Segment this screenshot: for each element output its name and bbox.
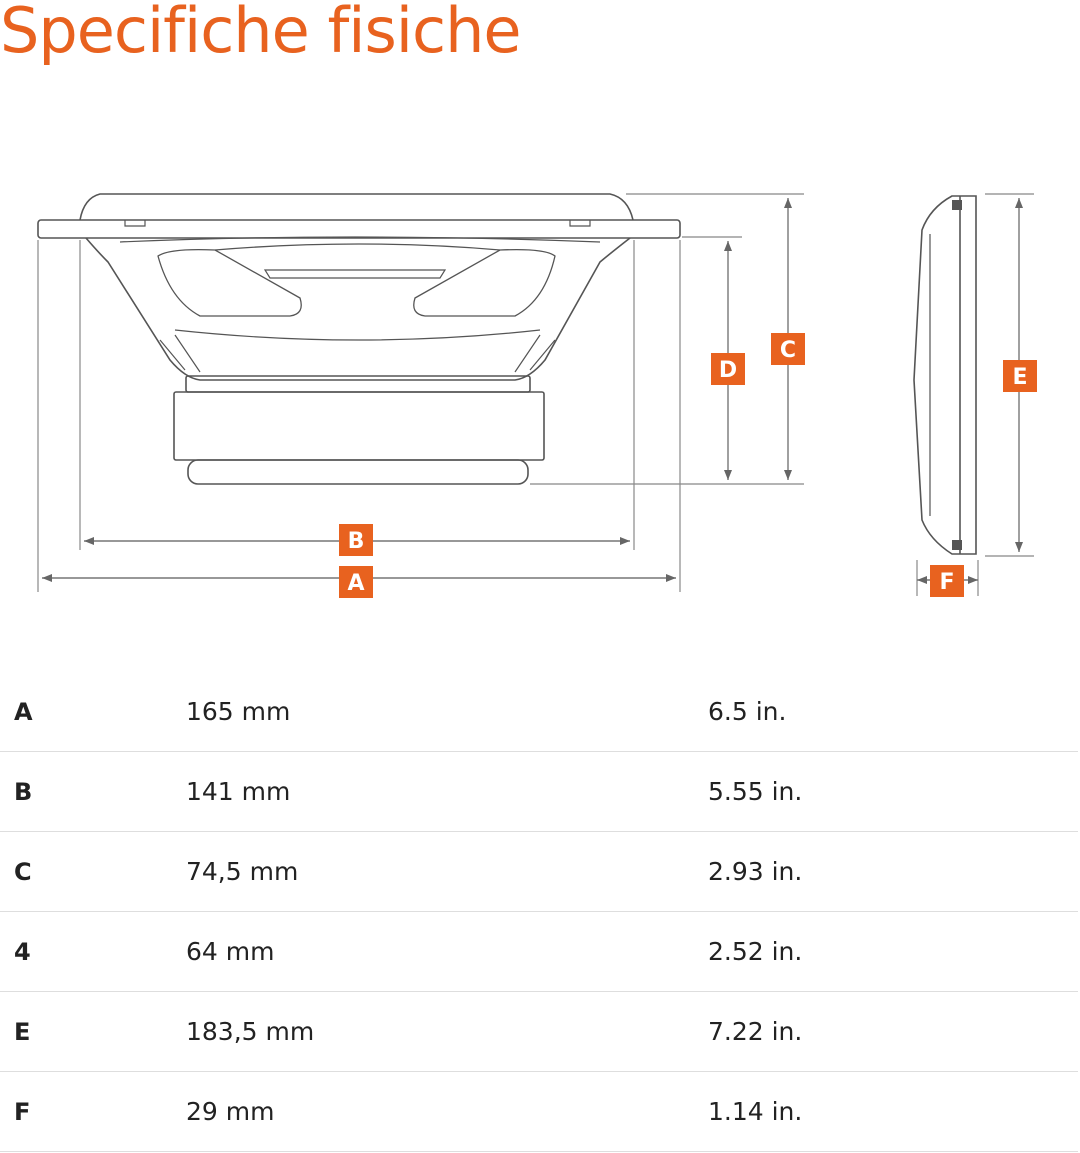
svg-text:C: C xyxy=(779,338,797,363)
spec-mm: 29 mm xyxy=(186,1072,708,1152)
page-title: Specifiche fisiche xyxy=(0,0,521,67)
svg-text:F: F xyxy=(939,570,955,595)
svg-text:B: B xyxy=(347,529,365,554)
table-row xyxy=(0,912,1078,992)
speaker-dimension-diagram xyxy=(0,170,1080,620)
spec-inch: 6.5 in. xyxy=(708,672,1078,752)
speaker-magnet xyxy=(174,392,544,460)
table-row xyxy=(0,1072,1078,1152)
spec-key: C xyxy=(0,832,186,912)
spec-key: 4 xyxy=(0,912,186,992)
dim-label-f xyxy=(930,565,964,597)
speaker-flange xyxy=(38,220,680,238)
table-row xyxy=(0,752,1078,832)
table-row xyxy=(0,832,1078,912)
spec-mm: 141 mm xyxy=(186,752,708,832)
spec-mm: 64 mm xyxy=(186,912,708,992)
speaker-basket xyxy=(86,238,630,380)
speaker-back-plate xyxy=(188,460,528,484)
spec-inch: 1.14 in. xyxy=(708,1072,1078,1152)
spec-mm: 74,5 mm xyxy=(186,832,708,912)
dim-label-d xyxy=(711,353,745,385)
spec-inch: 2.93 in. xyxy=(708,832,1078,912)
svg-text:D: D xyxy=(718,358,738,383)
spec-mm: 183,5 mm xyxy=(186,992,708,1072)
spec-mm: 165 mm xyxy=(186,672,708,752)
table-row xyxy=(0,992,1078,1072)
svg-text:A: A xyxy=(347,571,365,596)
dim-label-a xyxy=(339,566,373,598)
spec-inch: 2.52 in. xyxy=(708,912,1078,992)
spec-key: F xyxy=(0,1072,186,1152)
cone-window xyxy=(158,250,301,316)
speaker-frame-top xyxy=(80,194,633,220)
specs-table xyxy=(0,672,1078,1152)
speaker-top-plate xyxy=(186,376,530,392)
dim-label-e xyxy=(1003,360,1037,392)
spec-key: E xyxy=(0,992,186,1072)
spec-inch: 7.22 in. xyxy=(708,992,1078,1072)
dim-label-b xyxy=(339,524,373,556)
dim-label-c xyxy=(771,333,805,365)
table-row xyxy=(0,672,1078,752)
spec-inch: 5.55 in. xyxy=(708,752,1078,832)
svg-text:E: E xyxy=(1012,365,1028,390)
spec-key: B xyxy=(0,752,186,832)
spec-key: A xyxy=(0,672,186,752)
speaker-side-profile xyxy=(914,196,976,554)
